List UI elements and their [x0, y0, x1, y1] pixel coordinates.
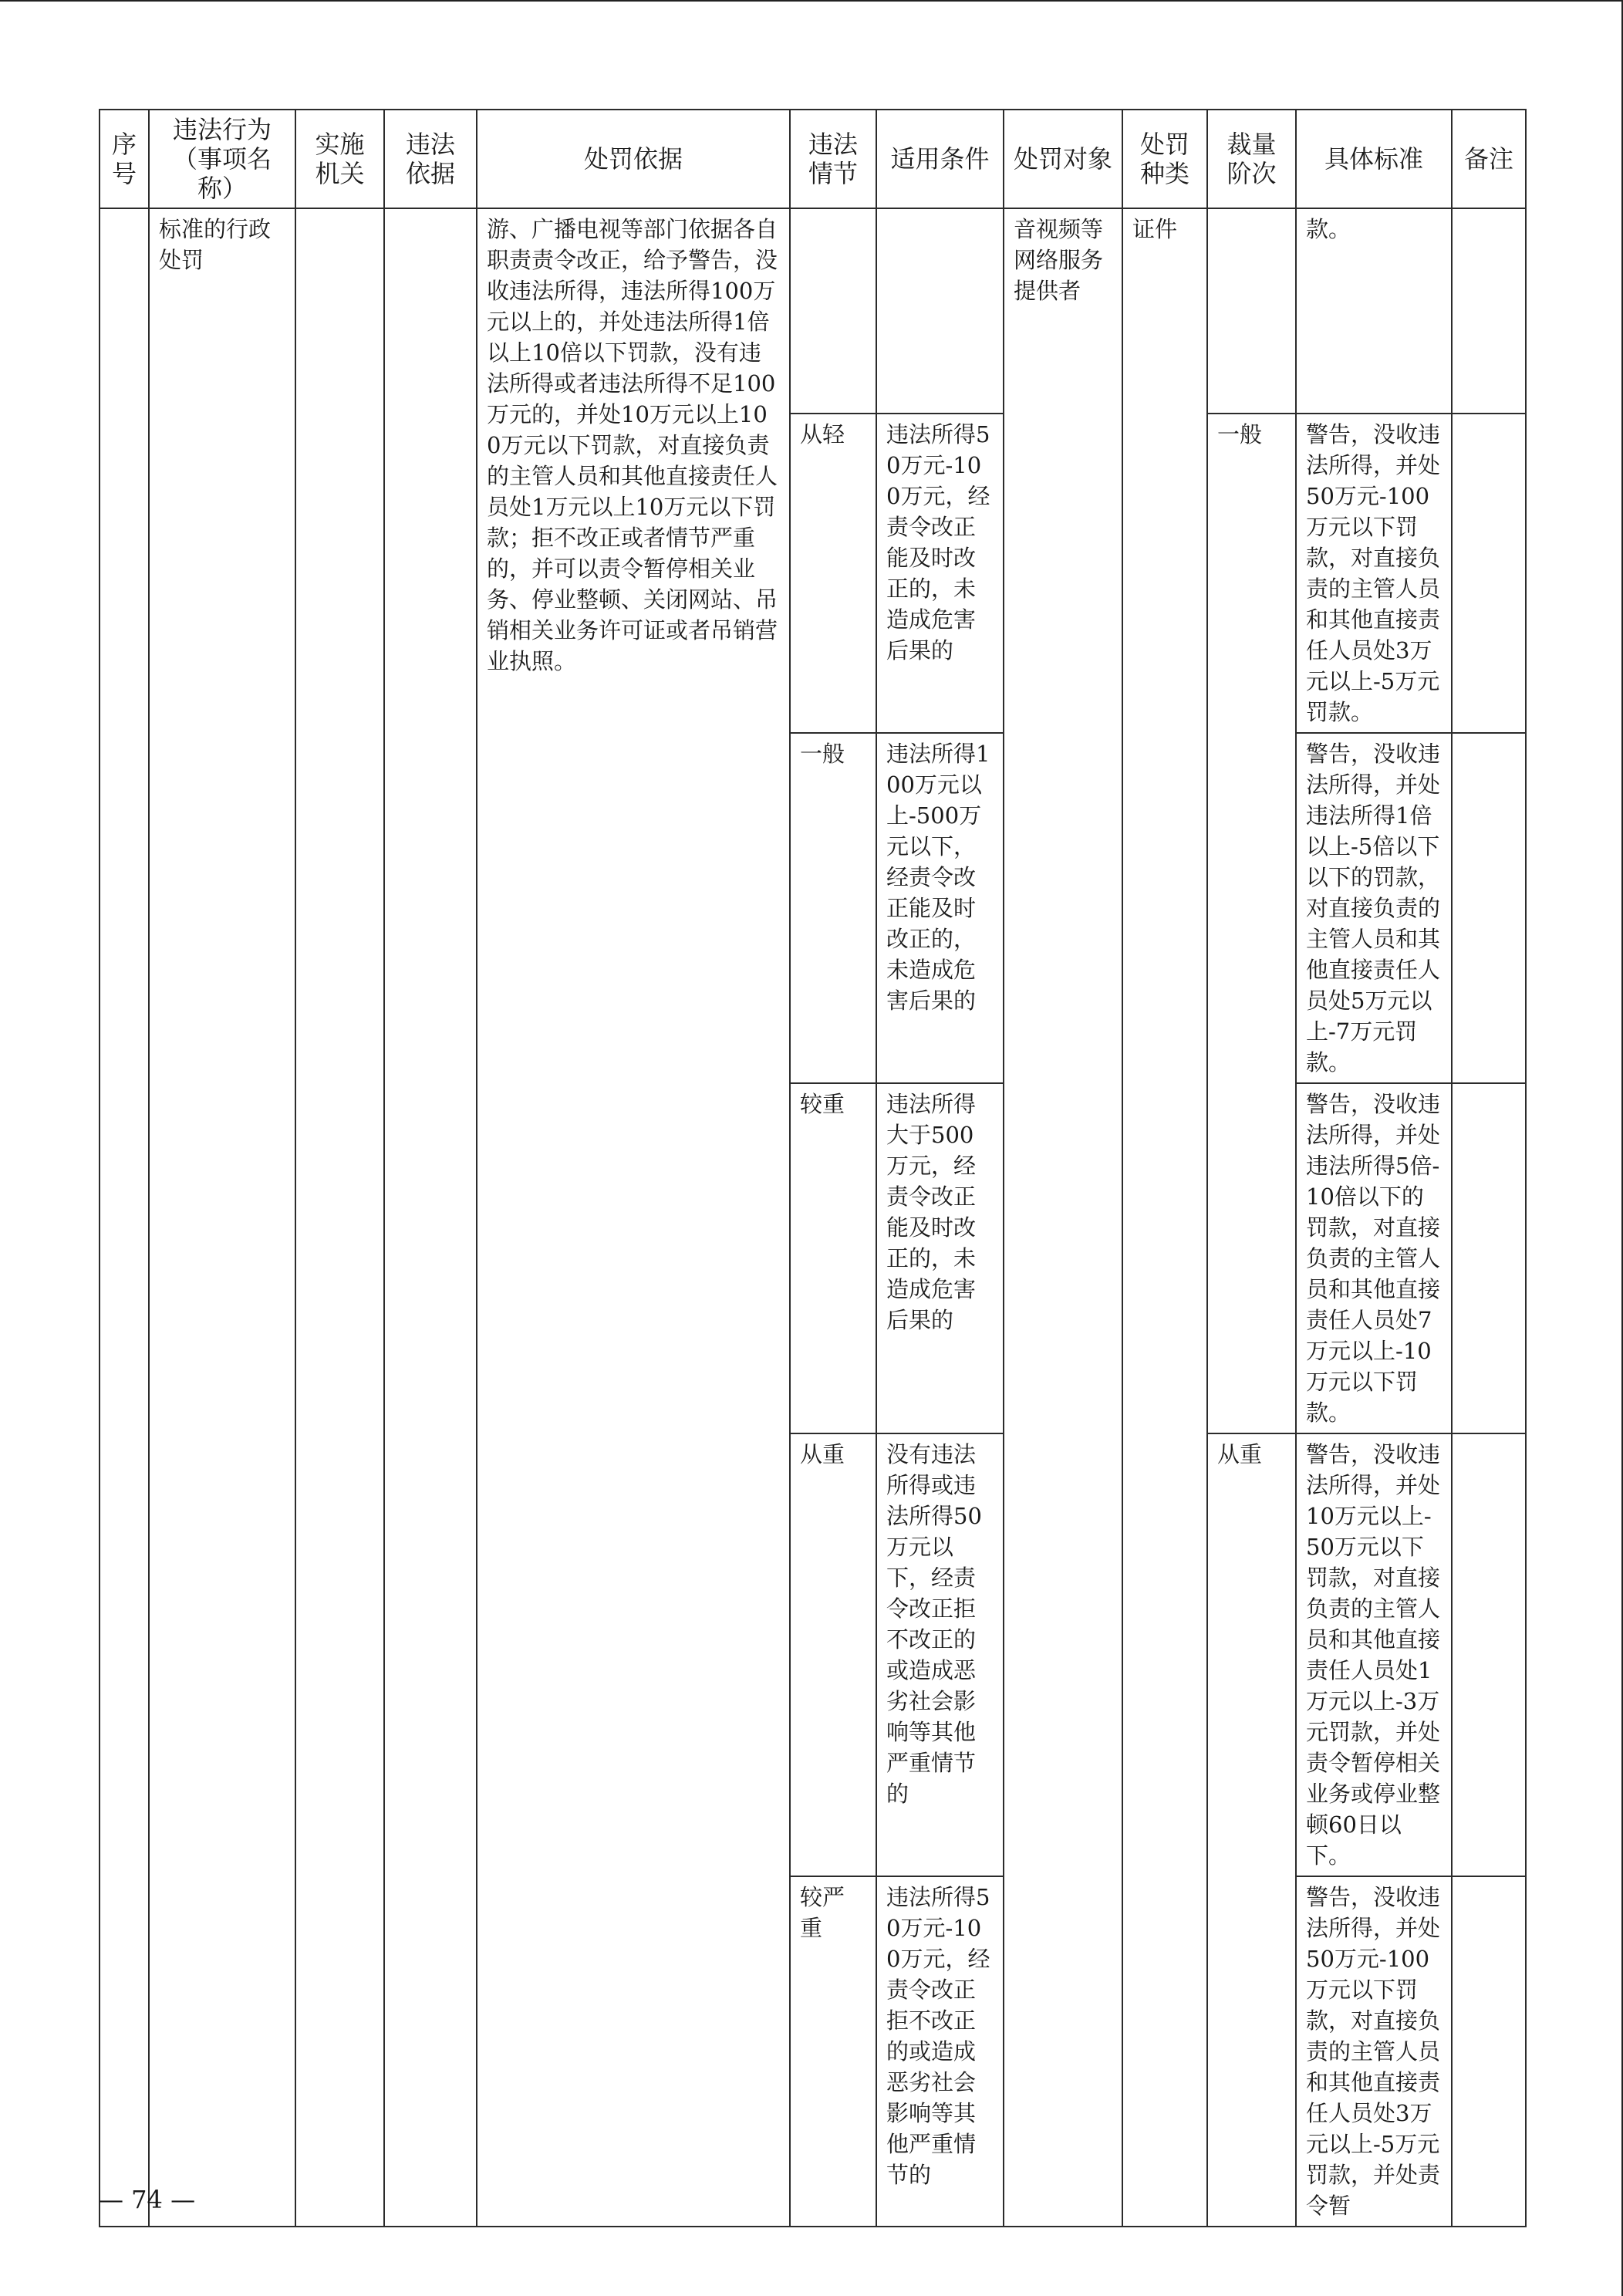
standard-cell: 警告，没收违法所得，并处违法所得1倍以上-5倍以下以下的罚款，对直接负责的主管人员和其他直接责任人员处5万元以上-7万元罚款。 [1296, 733, 1452, 1083]
circumstance-cell: 较严重 [790, 1876, 876, 2227]
header-seq: 序号 [100, 110, 149, 208]
standard-cell: 警告，没收违法所得，并处10万元以上-50万元以下罚款，对直接负责的主管人员和其他直接责任人员处1万元以上-3万元罚款，并处责令暂停相关业务或停业整顿60日以下。 [1296, 1433, 1452, 1876]
header-remark: 备注 [1452, 110, 1526, 208]
remark-cell [1452, 414, 1526, 733]
header-behavior: 违法行为（事项名称） [149, 110, 295, 208]
header-condition: 适用条件 [876, 110, 1004, 208]
table-row [100, 208, 1526, 414]
target-cell: 音视频等网络服务提供者 [1004, 208, 1122, 2227]
kind-cell: 证件 [1122, 208, 1207, 2227]
condition-cell: 违法所得100万元以上-500万元以下，经责令改正能及时改正的，未造成危害后果的 [876, 733, 1004, 1083]
behavior-cell: 标准的行政处罚 [149, 208, 295, 2227]
remark-cell [1452, 1433, 1526, 1876]
condition-cell [876, 208, 1004, 414]
condition-cell: 没有违法所得或违法所得50万元以下，经责令改正拒不改正的或造成恶劣社会影响等其他严重情节的 [876, 1433, 1004, 1876]
header-kind: 处罚种类 [1122, 110, 1207, 208]
circumstance-cell: 较重 [790, 1083, 876, 1433]
header-level: 裁量阶次 [1207, 110, 1296, 208]
illegal-basis-cell [384, 208, 477, 2227]
circumstance-cell: 从轻 [790, 414, 876, 733]
header-penalty-basis: 处罚依据 [477, 110, 790, 208]
page-number: — 74 — [99, 2185, 196, 2214]
circumstance-cell: 一般 [790, 733, 876, 1083]
table-header-row [100, 110, 1526, 208]
agency-cell [295, 208, 384, 2227]
condition-cell: 违法所得50万元-100万元，经责令改正能及时改正的，未造成危害后果的 [876, 414, 1004, 733]
penalty-basis-cell: 游、广播电视等部门依据各自职责责令改正，给予警告，没收违法所得，违法所得100万元以上的，并处违法所得1倍以上10倍以下罚款，没有违法所得或者违法所得不足100万元的，并处10万元以上100万元以下罚款，对直接负责的主管人员和其他直接责任人员处1万元以上10万元以下罚款；拒不改正或者情节严重的，并可以责令暂停相关业务、停业整顿、关闭网站、吊销相关业务许可证或者吊销营业执照。 [477, 208, 790, 2227]
level-cell: 一般 [1207, 414, 1296, 1433]
header-illegal-basis: 违法依据 [384, 110, 477, 208]
standard-cell: 警告，没收违法所得，并处违法所得5倍-10倍以下的罚款，对直接负责的主管人员和其他直接责任人员处7万元以上-10万元以下罚款。 [1296, 1083, 1452, 1433]
level-cell [1207, 208, 1296, 414]
standard-cell: 警告，没收违法所得，并处50万元-100万元以下罚款，对直接负责的主管人员和其他直接责任人员处3万元以上-5万元罚款。 [1296, 414, 1452, 733]
penalty-standard-table [99, 109, 1527, 2227]
header-standard: 具体标准 [1296, 110, 1452, 208]
header-circumstance: 违法情节 [790, 110, 876, 208]
remark-cell [1452, 1876, 1526, 2227]
remark-cell [1452, 733, 1526, 1083]
circumstance-cell: 从重 [790, 1433, 876, 1876]
standard-cell: 款。 [1296, 208, 1452, 414]
remark-cell [1452, 208, 1526, 414]
level-cell: 从重 [1207, 1433, 1296, 2227]
header-agency: 实施机关 [295, 110, 384, 208]
remark-cell [1452, 1083, 1526, 1433]
circumstance-cell [790, 208, 876, 414]
seq-cell [100, 208, 149, 2227]
standard-cell: 警告，没收违法所得，并处50万元-100万元以下罚款，对直接负责的主管人员和其他直接责任人员处3万元以上-5万元罚款，并处责令暂 [1296, 1876, 1452, 2227]
condition-cell: 违法所得50万元-100万元，经责令改正拒不改正的或造成恶劣社会影响等其他严重情节的 [876, 1876, 1004, 2227]
header-target: 处罚对象 [1004, 110, 1122, 208]
condition-cell: 违法所得大于500万元，经责令改正能及时改正的，未造成危害后果的 [876, 1083, 1004, 1433]
